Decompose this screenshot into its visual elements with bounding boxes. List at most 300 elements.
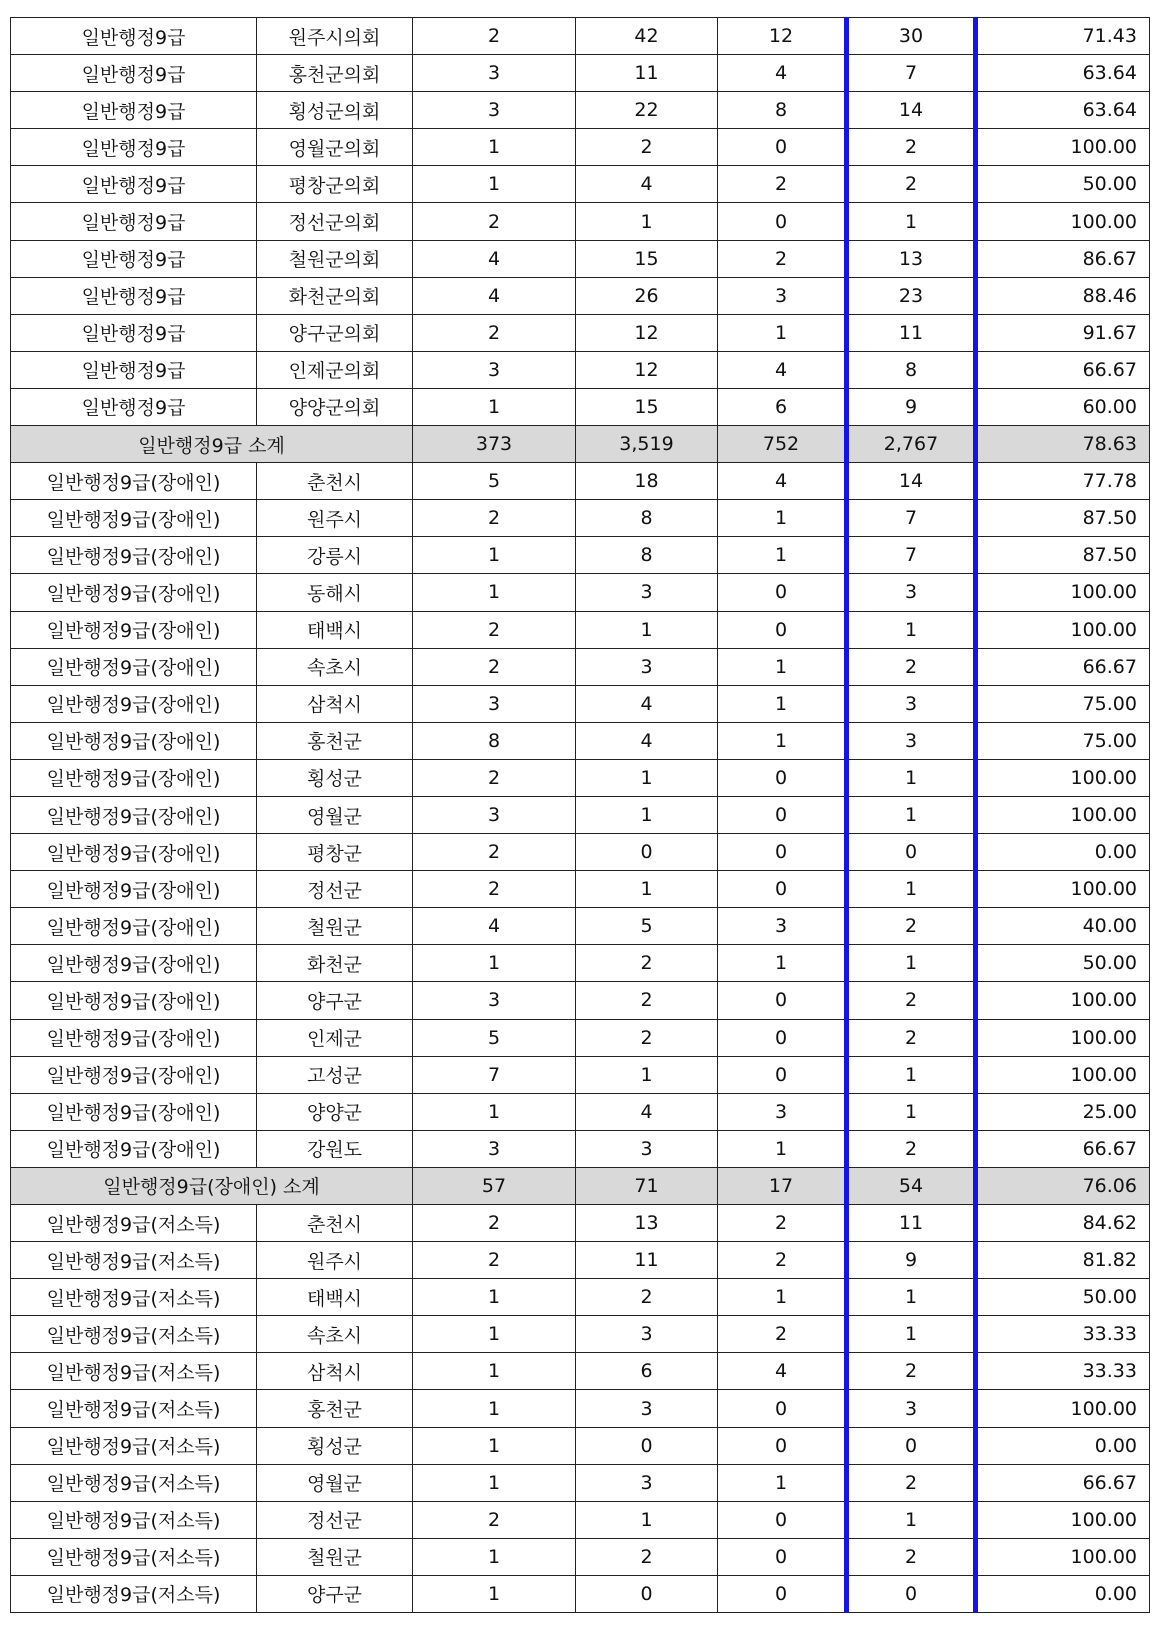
value-cell-4: 2 xyxy=(847,1464,976,1501)
table-row xyxy=(11,240,1150,277)
value-cell-1: 2 xyxy=(413,1501,576,1538)
value-cell-3: 2 xyxy=(718,1205,847,1242)
subtotal-row xyxy=(11,1167,1150,1204)
value-cell-3: 3 xyxy=(718,908,847,945)
category-cell: 일반행정9급(저소득) xyxy=(11,1242,257,1279)
region-cell: 평창군의회 xyxy=(257,166,413,203)
rate-cell: 87.50 xyxy=(976,500,1150,537)
value-cell-4: 3 xyxy=(847,722,976,759)
category-cell: 일반행정9급 xyxy=(11,55,257,92)
table-row xyxy=(11,648,1150,685)
value-cell-3: 0 xyxy=(718,1427,847,1464)
value-cell-4: 1 xyxy=(847,203,976,240)
category-cell: 일반행정9급 xyxy=(11,18,257,55)
value-cell-4: 1 xyxy=(847,945,976,982)
value-cell-1: 1 xyxy=(413,1538,576,1575)
rate-cell: 50.00 xyxy=(976,945,1150,982)
region-cell: 원주시의회 xyxy=(257,18,413,55)
table-row xyxy=(11,1242,1150,1279)
value-cell-3: 4 xyxy=(718,463,847,500)
region-cell: 양구군의회 xyxy=(257,314,413,351)
table-row xyxy=(11,574,1150,611)
category-cell: 일반행정9급(저소득) xyxy=(11,1353,257,1390)
value-cell-2: 6 xyxy=(576,1353,718,1390)
table-row xyxy=(11,1390,1150,1427)
value-cell-2: 3 xyxy=(576,574,718,611)
value-cell-4: 1 xyxy=(847,1056,976,1093)
rate-cell: 81.82 xyxy=(976,1242,1150,1279)
rate-cell: 78.63 xyxy=(976,426,1150,463)
category-cell: 일반행정9급 xyxy=(11,351,257,388)
value-cell-2: 1 xyxy=(576,1056,718,1093)
value-cell-2: 3 xyxy=(576,648,718,685)
region-cell: 춘천시 xyxy=(257,1205,413,1242)
value-cell-1: 2 xyxy=(413,203,576,240)
value-cell-4: 2 xyxy=(847,1538,976,1575)
category-cell: 일반행정9급(저소득) xyxy=(11,1205,257,1242)
region-cell: 정선군 xyxy=(257,1501,413,1538)
category-cell: 일반행정9급(장애인) xyxy=(11,574,257,611)
value-cell-1: 3 xyxy=(413,351,576,388)
value-cell-1: 4 xyxy=(413,908,576,945)
value-cell-3: 1 xyxy=(718,537,847,574)
rate-cell: 50.00 xyxy=(976,1279,1150,1316)
value-cell-3: 0 xyxy=(718,982,847,1019)
value-cell-2: 0 xyxy=(576,1575,718,1612)
value-cell-3: 0 xyxy=(718,759,847,796)
value-cell-4: 2 xyxy=(847,1019,976,1056)
value-cell-1: 5 xyxy=(413,463,576,500)
value-cell-3: 3 xyxy=(718,1093,847,1130)
region-cell: 삼척시 xyxy=(257,1353,413,1390)
category-cell: 일반행정9급(장애인) xyxy=(11,648,257,685)
region-cell: 태백시 xyxy=(257,1279,413,1316)
value-cell-1: 1 xyxy=(413,388,576,425)
value-cell-4: 2 xyxy=(847,648,976,685)
value-cell-2: 2 xyxy=(576,1019,718,1056)
table-row xyxy=(11,796,1150,833)
category-cell: 일반행정9급(저소득) xyxy=(11,1464,257,1501)
value-cell-2: 1 xyxy=(576,759,718,796)
rate-cell: 100.00 xyxy=(976,759,1150,796)
value-cell-2: 42 xyxy=(576,18,718,55)
subtotal-row xyxy=(11,426,1150,463)
category-cell: 일반행정9급(장애인) xyxy=(11,871,257,908)
rate-cell: 40.00 xyxy=(976,908,1150,945)
rate-cell: 0.00 xyxy=(976,1575,1150,1612)
value-cell-2: 3 xyxy=(576,1130,718,1167)
value-cell-4: 9 xyxy=(847,1242,976,1279)
category-cell: 일반행정9급 xyxy=(11,240,257,277)
value-cell-4: 0 xyxy=(847,834,976,871)
table-row xyxy=(11,1130,1150,1167)
value-cell-1: 2 xyxy=(413,759,576,796)
value-cell-1: 2 xyxy=(413,1205,576,1242)
rate-cell: 100.00 xyxy=(976,611,1150,648)
value-cell-4: 9 xyxy=(847,388,976,425)
region-cell: 강릉시 xyxy=(257,537,413,574)
rate-cell: 0.00 xyxy=(976,1427,1150,1464)
table-row xyxy=(11,1353,1150,1390)
table-row xyxy=(11,463,1150,500)
region-cell: 양양군 xyxy=(257,1093,413,1130)
value-cell-1: 1 xyxy=(413,537,576,574)
value-cell-3: 1 xyxy=(718,945,847,982)
rate-cell: 100.00 xyxy=(976,1538,1150,1575)
value-cell-2: 2 xyxy=(576,945,718,982)
value-cell-4: 54 xyxy=(847,1167,976,1204)
value-cell-2: 0 xyxy=(576,834,718,871)
value-cell-4: 13 xyxy=(847,240,976,277)
value-cell-1: 8 xyxy=(413,722,576,759)
value-cell-4: 3 xyxy=(847,1390,976,1427)
value-cell-2: 3,519 xyxy=(576,426,718,463)
region-cell: 춘천시 xyxy=(257,463,413,500)
value-cell-4: 3 xyxy=(847,685,976,722)
region-cell: 인제군의회 xyxy=(257,351,413,388)
value-cell-3: 752 xyxy=(718,426,847,463)
table-row xyxy=(11,1019,1150,1056)
value-cell-4: 2 xyxy=(847,166,976,203)
value-cell-2: 3 xyxy=(576,1464,718,1501)
value-cell-4: 2 xyxy=(847,129,976,166)
rate-cell: 66.67 xyxy=(976,351,1150,388)
value-cell-2: 12 xyxy=(576,351,718,388)
value-cell-1: 1 xyxy=(413,945,576,982)
region-cell: 화천군 xyxy=(257,945,413,982)
results-table-container xyxy=(10,17,1150,1613)
value-cell-2: 1 xyxy=(576,796,718,833)
category-cell: 일반행정9급(장애인) xyxy=(11,611,257,648)
rate-cell: 84.62 xyxy=(976,1205,1150,1242)
value-cell-3: 1 xyxy=(718,1279,847,1316)
value-cell-1: 3 xyxy=(413,796,576,833)
value-cell-2: 26 xyxy=(576,277,718,314)
region-cell: 양양군의회 xyxy=(257,388,413,425)
value-cell-3: 3 xyxy=(718,277,847,314)
region-cell: 횡성군 xyxy=(257,1427,413,1464)
table-row xyxy=(11,871,1150,908)
region-cell: 정선군의회 xyxy=(257,203,413,240)
table-row xyxy=(11,1316,1150,1353)
value-cell-1: 1 xyxy=(413,129,576,166)
region-cell: 원주시 xyxy=(257,500,413,537)
value-cell-2: 3 xyxy=(576,1390,718,1427)
value-cell-4: 14 xyxy=(847,463,976,500)
value-cell-4: 1 xyxy=(847,871,976,908)
table-row xyxy=(11,982,1150,1019)
value-cell-2: 11 xyxy=(576,1242,718,1279)
table-row xyxy=(11,685,1150,722)
value-cell-1: 4 xyxy=(413,240,576,277)
value-cell-3: 1 xyxy=(718,722,847,759)
table-row xyxy=(11,537,1150,574)
value-cell-4: 23 xyxy=(847,277,976,314)
category-cell: 일반행정9급(장애인) xyxy=(11,1093,257,1130)
region-cell: 화천군의회 xyxy=(257,277,413,314)
region-cell: 횡성군의회 xyxy=(257,92,413,129)
rate-cell: 100.00 xyxy=(976,796,1150,833)
value-cell-1: 1 xyxy=(413,1390,576,1427)
value-cell-3: 1 xyxy=(718,685,847,722)
value-cell-2: 2 xyxy=(576,1279,718,1316)
region-cell: 홍천군 xyxy=(257,722,413,759)
category-cell: 일반행정9급(저소득) xyxy=(11,1538,257,1575)
region-cell: 속초시 xyxy=(257,648,413,685)
value-cell-1: 2 xyxy=(413,834,576,871)
value-cell-2: 8 xyxy=(576,500,718,537)
rate-cell: 100.00 xyxy=(976,871,1150,908)
value-cell-3: 8 xyxy=(718,92,847,129)
value-cell-3: 17 xyxy=(718,1167,847,1204)
rate-cell: 25.00 xyxy=(976,1093,1150,1130)
region-cell: 평창군 xyxy=(257,834,413,871)
category-cell: 일반행정9급(장애인) xyxy=(11,796,257,833)
value-cell-4: 2 xyxy=(847,908,976,945)
value-cell-3: 0 xyxy=(718,1575,847,1612)
table-row xyxy=(11,1205,1150,1242)
value-cell-2: 18 xyxy=(576,463,718,500)
category-cell: 일반행정9급(장애인) xyxy=(11,685,257,722)
region-cell: 태백시 xyxy=(257,611,413,648)
value-cell-4: 2 xyxy=(847,982,976,1019)
category-cell: 일반행정9급(저소득) xyxy=(11,1575,257,1612)
value-cell-3: 1 xyxy=(718,500,847,537)
results-table-body xyxy=(11,18,1150,1613)
value-cell-2: 1 xyxy=(576,871,718,908)
category-cell: 일반행정9급(장애인) xyxy=(11,908,257,945)
category-cell: 일반행정9급(장애인) xyxy=(11,537,257,574)
value-cell-2: 12 xyxy=(576,314,718,351)
rate-cell: 100.00 xyxy=(976,129,1150,166)
category-cell: 일반행정9급(장애인) xyxy=(11,463,257,500)
value-cell-4: 0 xyxy=(847,1427,976,1464)
value-cell-1: 57 xyxy=(413,1167,576,1204)
table-row xyxy=(11,1501,1150,1538)
rate-cell: 100.00 xyxy=(976,203,1150,240)
table-row xyxy=(11,759,1150,796)
table-row xyxy=(11,314,1150,351)
category-cell: 일반행정9급(저소득) xyxy=(11,1279,257,1316)
category-cell: 일반행정9급 xyxy=(11,388,257,425)
region-cell: 홍천군의회 xyxy=(257,55,413,92)
value-cell-4: 1 xyxy=(847,1279,976,1316)
value-cell-3: 6 xyxy=(718,388,847,425)
rate-cell: 60.00 xyxy=(976,388,1150,425)
value-cell-1: 2 xyxy=(413,648,576,685)
table-row xyxy=(11,500,1150,537)
value-cell-3: 0 xyxy=(718,1501,847,1538)
value-cell-3: 4 xyxy=(718,351,847,388)
value-cell-1: 2 xyxy=(413,500,576,537)
table-row xyxy=(11,55,1150,92)
rate-cell: 33.33 xyxy=(976,1316,1150,1353)
table-row xyxy=(11,1279,1150,1316)
value-cell-4: 1 xyxy=(847,611,976,648)
region-cell: 홍천군 xyxy=(257,1390,413,1427)
value-cell-1: 1 xyxy=(413,1427,576,1464)
value-cell-2: 2 xyxy=(576,129,718,166)
results-table xyxy=(10,17,1150,1613)
table-row xyxy=(11,277,1150,314)
rate-cell: 77.78 xyxy=(976,463,1150,500)
rate-cell: 100.00 xyxy=(976,574,1150,611)
region-cell: 양구군 xyxy=(257,982,413,1019)
value-cell-2: 2 xyxy=(576,982,718,1019)
value-cell-1: 1 xyxy=(413,166,576,203)
region-cell: 강원도 xyxy=(257,1130,413,1167)
value-cell-1: 5 xyxy=(413,1019,576,1056)
value-cell-4: 7 xyxy=(847,537,976,574)
rate-cell: 66.67 xyxy=(976,1130,1150,1167)
value-cell-4: 30 xyxy=(847,18,976,55)
category-cell: 일반행정9급(장애인) xyxy=(11,834,257,871)
category-cell: 일반행정9급(장애인) xyxy=(11,1019,257,1056)
value-cell-1: 3 xyxy=(413,982,576,1019)
table-row xyxy=(11,1464,1150,1501)
category-cell: 일반행정9급(장애인) xyxy=(11,759,257,796)
value-cell-3: 0 xyxy=(718,1056,847,1093)
subtotal-label-cell: 일반행정9급 소계 xyxy=(11,426,413,463)
table-row xyxy=(11,611,1150,648)
table-row xyxy=(11,388,1150,425)
rate-cell: 76.06 xyxy=(976,1167,1150,1204)
value-cell-3: 0 xyxy=(718,574,847,611)
value-cell-1: 373 xyxy=(413,426,576,463)
category-cell: 일반행정9급(저소득) xyxy=(11,1390,257,1427)
rate-cell: 100.00 xyxy=(976,982,1150,1019)
value-cell-4: 0 xyxy=(847,1575,976,1612)
value-cell-2: 5 xyxy=(576,908,718,945)
value-cell-3: 1 xyxy=(718,648,847,685)
region-cell: 동해시 xyxy=(257,574,413,611)
value-cell-2: 1 xyxy=(576,611,718,648)
table-row xyxy=(11,351,1150,388)
value-cell-1: 4 xyxy=(413,277,576,314)
rate-cell: 66.67 xyxy=(976,648,1150,685)
value-cell-4: 1 xyxy=(847,1316,976,1353)
value-cell-1: 1 xyxy=(413,1464,576,1501)
table-row xyxy=(11,945,1150,982)
value-cell-4: 3 xyxy=(847,574,976,611)
region-cell: 철원군 xyxy=(257,908,413,945)
category-cell: 일반행정9급(저소득) xyxy=(11,1427,257,1464)
value-cell-3: 0 xyxy=(718,1390,847,1427)
category-cell: 일반행정9급 xyxy=(11,92,257,129)
category-cell: 일반행정9급(장애인) xyxy=(11,722,257,759)
category-cell: 일반행정9급 xyxy=(11,166,257,203)
value-cell-2: 1 xyxy=(576,203,718,240)
value-cell-3: 1 xyxy=(718,314,847,351)
value-cell-3: 2 xyxy=(718,166,847,203)
value-cell-4: 2,767 xyxy=(847,426,976,463)
rate-cell: 88.46 xyxy=(976,277,1150,314)
table-row xyxy=(11,1093,1150,1130)
value-cell-4: 7 xyxy=(847,500,976,537)
value-cell-2: 4 xyxy=(576,1093,718,1130)
value-cell-2: 22 xyxy=(576,92,718,129)
value-cell-1: 1 xyxy=(413,1279,576,1316)
value-cell-2: 3 xyxy=(576,1316,718,1353)
value-cell-3: 0 xyxy=(718,1019,847,1056)
region-cell: 고성군 xyxy=(257,1056,413,1093)
value-cell-4: 11 xyxy=(847,1205,976,1242)
value-cell-2: 71 xyxy=(576,1167,718,1204)
value-cell-1: 3 xyxy=(413,685,576,722)
value-cell-3: 0 xyxy=(718,129,847,166)
value-cell-4: 2 xyxy=(847,1353,976,1390)
value-cell-3: 1 xyxy=(718,1130,847,1167)
category-cell: 일반행정9급 xyxy=(11,129,257,166)
region-cell: 삼척시 xyxy=(257,685,413,722)
value-cell-3: 2 xyxy=(718,240,847,277)
rate-cell: 71.43 xyxy=(976,18,1150,55)
value-cell-2: 2 xyxy=(576,1538,718,1575)
table-row xyxy=(11,722,1150,759)
value-cell-3: 12 xyxy=(718,18,847,55)
region-cell: 인제군 xyxy=(257,1019,413,1056)
region-cell: 철원군의회 xyxy=(257,240,413,277)
region-cell: 영월군의회 xyxy=(257,129,413,166)
value-cell-1: 3 xyxy=(413,92,576,129)
value-cell-2: 4 xyxy=(576,722,718,759)
rate-cell: 0.00 xyxy=(976,834,1150,871)
value-cell-1: 1 xyxy=(413,1316,576,1353)
value-cell-3: 4 xyxy=(718,55,847,92)
value-cell-1: 2 xyxy=(413,871,576,908)
region-cell: 양구군 xyxy=(257,1575,413,1612)
region-cell: 철원군 xyxy=(257,1538,413,1575)
value-cell-1: 2 xyxy=(413,611,576,648)
category-cell: 일반행정9급(장애인) xyxy=(11,1130,257,1167)
region-cell: 횡성군 xyxy=(257,759,413,796)
value-cell-2: 1 xyxy=(576,1501,718,1538)
rate-cell: 86.67 xyxy=(976,240,1150,277)
value-cell-2: 15 xyxy=(576,240,718,277)
value-cell-3: 1 xyxy=(718,1464,847,1501)
value-cell-4: 1 xyxy=(847,1501,976,1538)
value-cell-1: 1 xyxy=(413,574,576,611)
rate-cell: 100.00 xyxy=(976,1056,1150,1093)
rate-cell: 66.67 xyxy=(976,1464,1150,1501)
category-cell: 일반행정9급(저소득) xyxy=(11,1316,257,1353)
value-cell-4: 1 xyxy=(847,796,976,833)
value-cell-3: 0 xyxy=(718,203,847,240)
region-cell: 영월군 xyxy=(257,1464,413,1501)
region-cell: 속초시 xyxy=(257,1316,413,1353)
value-cell-1: 1 xyxy=(413,1353,576,1390)
value-cell-2: 11 xyxy=(576,55,718,92)
value-cell-3: 2 xyxy=(718,1242,847,1279)
rate-cell: 91.67 xyxy=(976,314,1150,351)
value-cell-3: 0 xyxy=(718,834,847,871)
value-cell-1: 2 xyxy=(413,18,576,55)
region-cell: 정선군 xyxy=(257,871,413,908)
category-cell: 일반행정9급(장애인) xyxy=(11,1056,257,1093)
value-cell-2: 4 xyxy=(576,166,718,203)
value-cell-1: 1 xyxy=(413,1575,576,1612)
value-cell-1: 1 xyxy=(413,1093,576,1130)
table-row xyxy=(11,1575,1150,1612)
value-cell-1: 2 xyxy=(413,1242,576,1279)
category-cell: 일반행정9급 xyxy=(11,277,257,314)
value-cell-2: 0 xyxy=(576,1427,718,1464)
table-row xyxy=(11,1056,1150,1093)
table-row xyxy=(11,18,1150,55)
table-row xyxy=(11,92,1150,129)
value-cell-1: 3 xyxy=(413,55,576,92)
category-cell: 일반행정9급 xyxy=(11,203,257,240)
